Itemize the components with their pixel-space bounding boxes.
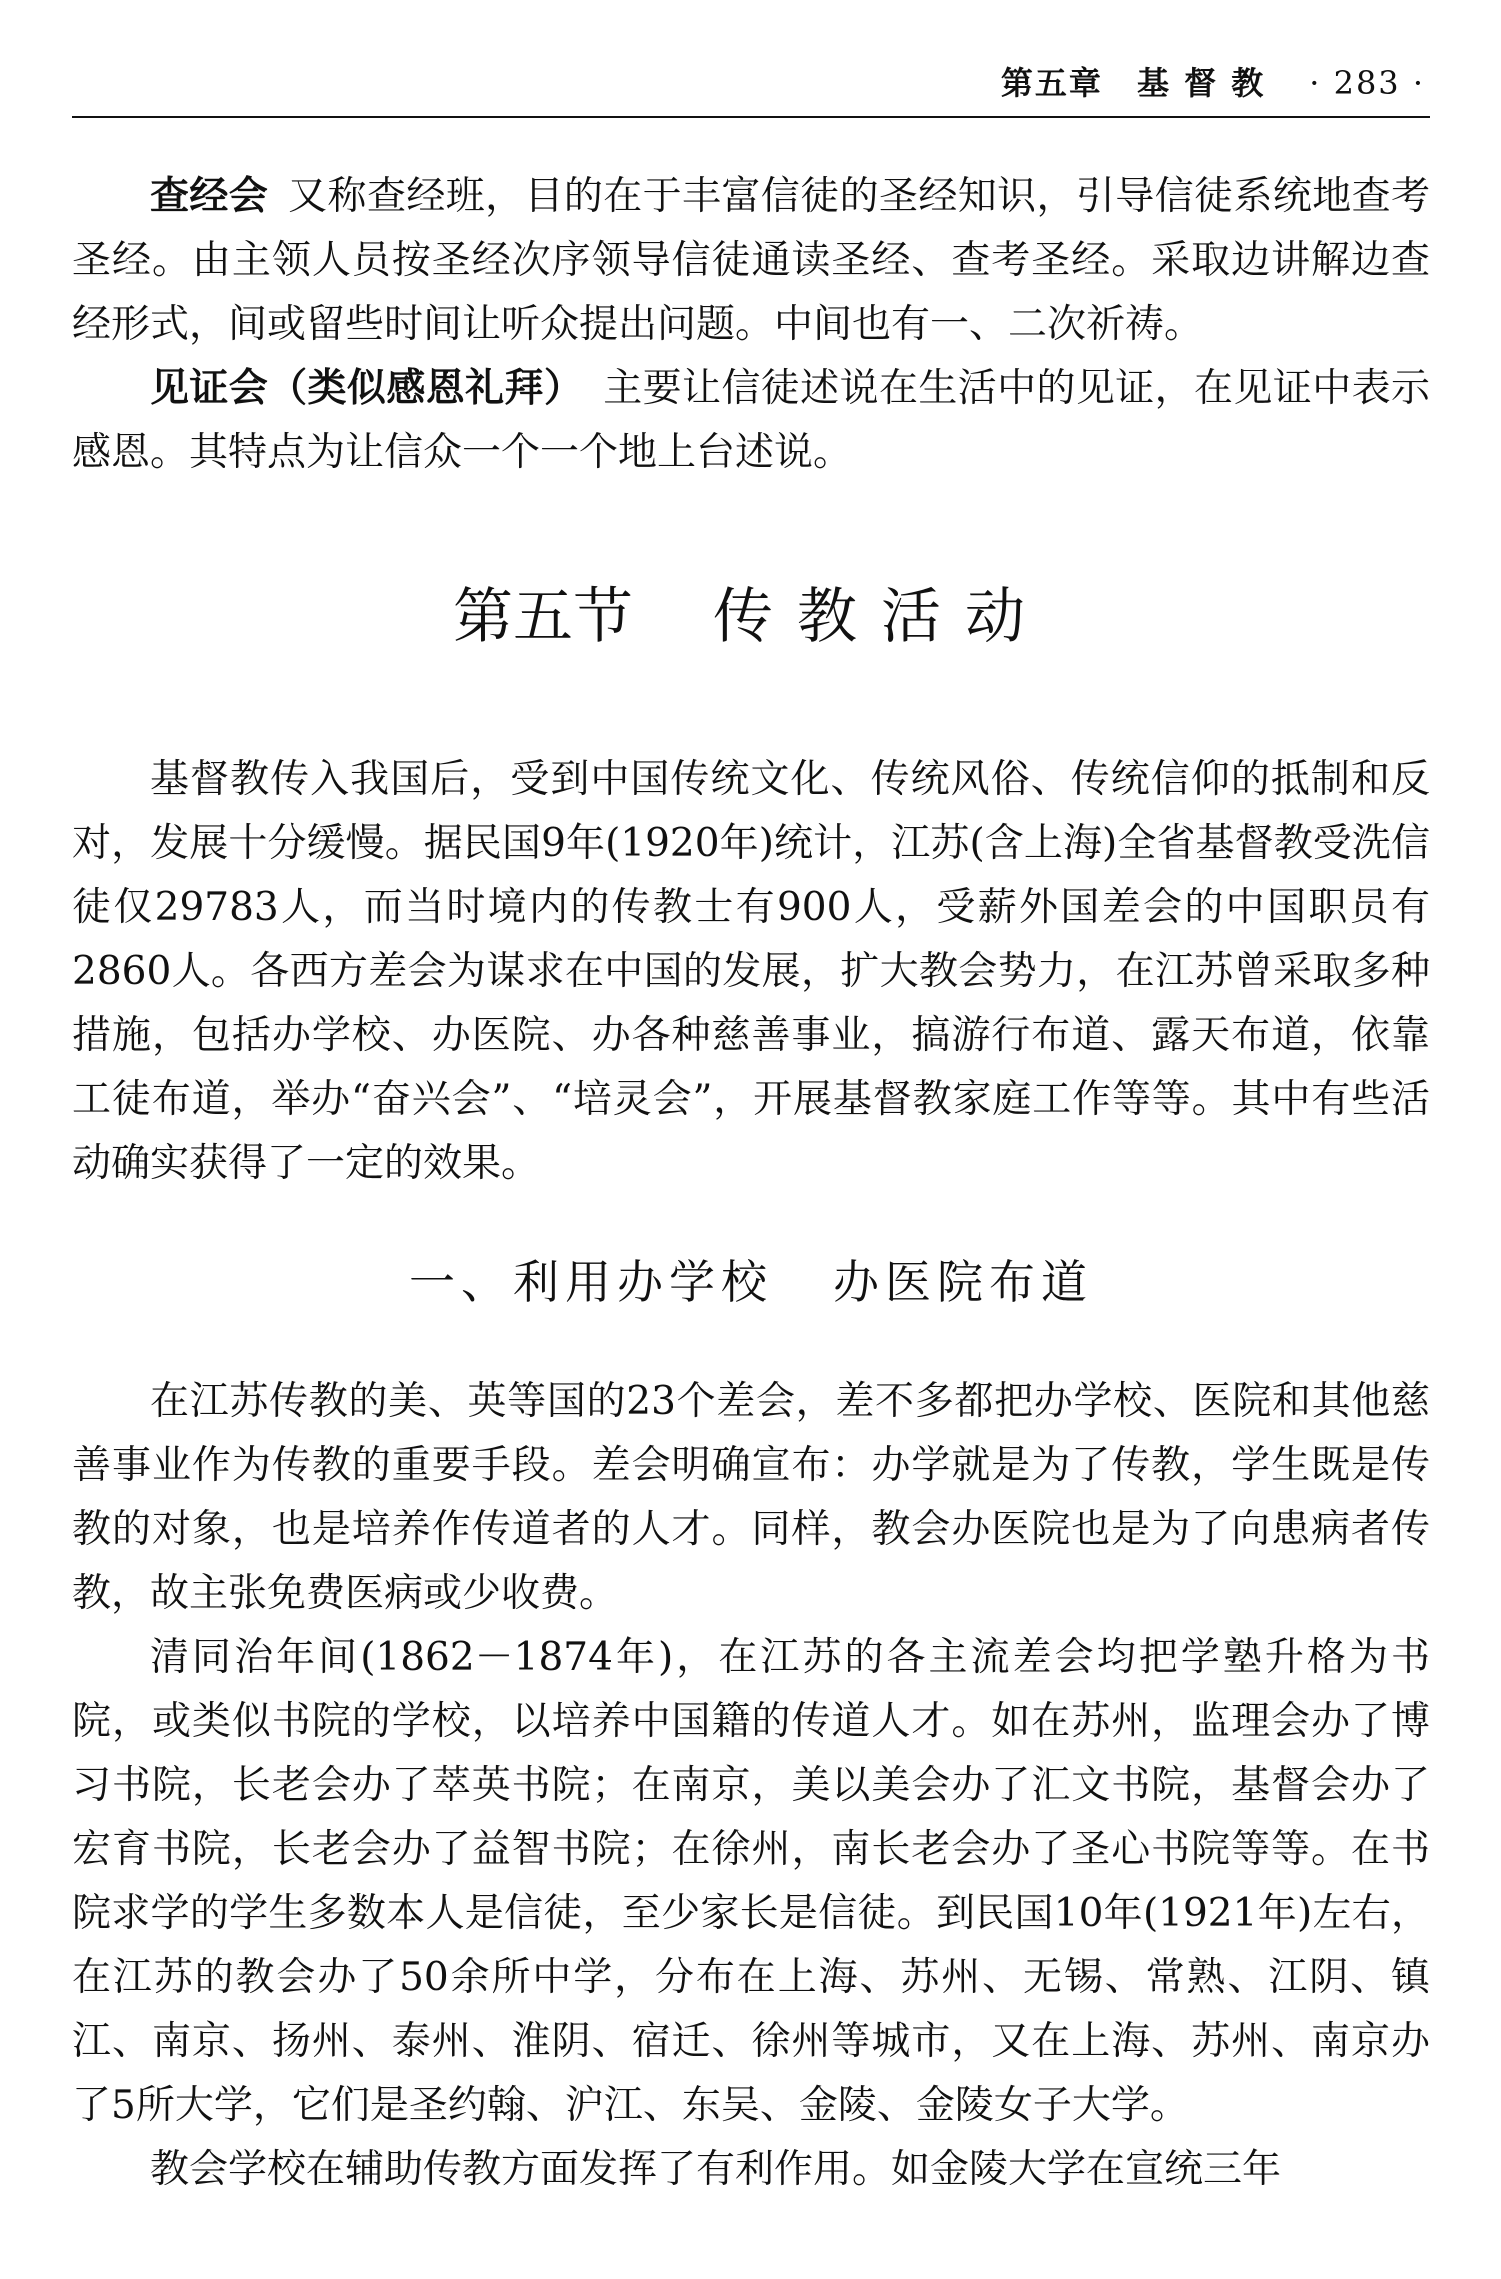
subsection-title-part2: 办医院布道: [833, 1255, 1093, 1309]
header-subject: 基 督 教: [1136, 64, 1266, 102]
entry-text: 主要让信徒述说在生活中的见证，在见证中表示感恩。其特点为让信众一个一个地上台述说。: [72, 366, 1430, 475]
entry-term: 查经会: [150, 174, 269, 219]
section-title: 传教活动: [713, 582, 1049, 652]
page-body: [72, 165, 1430, 2202]
body-paragraph: 在江苏传教的美、英等国的23个差会，差不多都把办学校、医院和其他慈善事业作为传教的重要手段。差会明确宣布：办学就是为了传教，学生既是传教的对象，也是培养作传道者的人才。同样，教会办医院也是为了向患病者传教，故主张免费医病或少收费。: [72, 1379, 1430, 1616]
header-chapter: 第五章: [1000, 64, 1103, 102]
body-paragraph: 教会学校在辅助传教方面发挥了有利作用。如金陵大学在宣统三年: [150, 2147, 1282, 2192]
body-paragraph: 清同治年间(1862－1874年)，在江苏的各主流差会均把学塾升格为书院，或类似书院的学校，以培养中国籍的传道人才。如在苏州，监理会办了博习书院，长老会办了萃英书院；在南京，美以美会办了汇文书院，基督会办了宏育书院，长老会办了益智书院；在徐州，南长老会办了圣心书院等等。在书院求学的学生多数本人是信徒，至少家长是信徒。到民国10年(1921年)左右，在江苏的教会办了50余所中学，分布在上海、苏州、无锡、常熟、江阴、镇江、南京、扬州、泰州、淮阴、宿迁、徐州等城市，又在上海、苏州、南京办了5所大学，它们是圣约翰、沪江、东吴、金陵、金陵女子大学。: [72, 1635, 1430, 2128]
subsection-title-part1: 一、利用办学校: [409, 1255, 773, 1309]
body-paragraph: 基督教传入我国后，受到中国传统文化、传统风俗、传统信仰的抵制和反对，发展十分缓慢。据民国9年(1920年)统计，江苏(含上海)全省基督教受洗信徒仅29783人，而当时境内的传教士有900人，受薪外国差会的中国职员有2860人。各西方差会为谋求在中国的发展，扩大教会势力，在江苏曾采取多种措施，包括办学校、办医院、办各种慈善事业，搞游行布道、露天布道，依靠工徒布道，举办“奋兴会”、“培灵会”，开展基督教家庭工作等等。其中有些活动确实获得了一定的效果。: [72, 757, 1430, 1186]
subsection-heading: [72, 1252, 1430, 1312]
entry-text: 又称查经班，目的在于丰富信徒的圣经知识，引导信徒系统地查考圣经。由主领人员按圣经次序领导信徒通读圣经、查考圣经。采取边讲解边查经形式，间或留些时间让听众提出问题。中间也有一、二次祈祷。: [72, 174, 1430, 347]
page-number: · 283 ·: [1309, 64, 1425, 102]
header-rule: [72, 116, 1430, 118]
entry-paragraph: [72, 357, 1430, 485]
section-heading: [72, 581, 1430, 653]
entry-term: 见证会（类似感恩礼拜）: [150, 366, 584, 411]
section-number: 第五节: [453, 582, 633, 652]
running-header: [0, 58, 1425, 104]
entry-paragraph: [72, 165, 1430, 357]
